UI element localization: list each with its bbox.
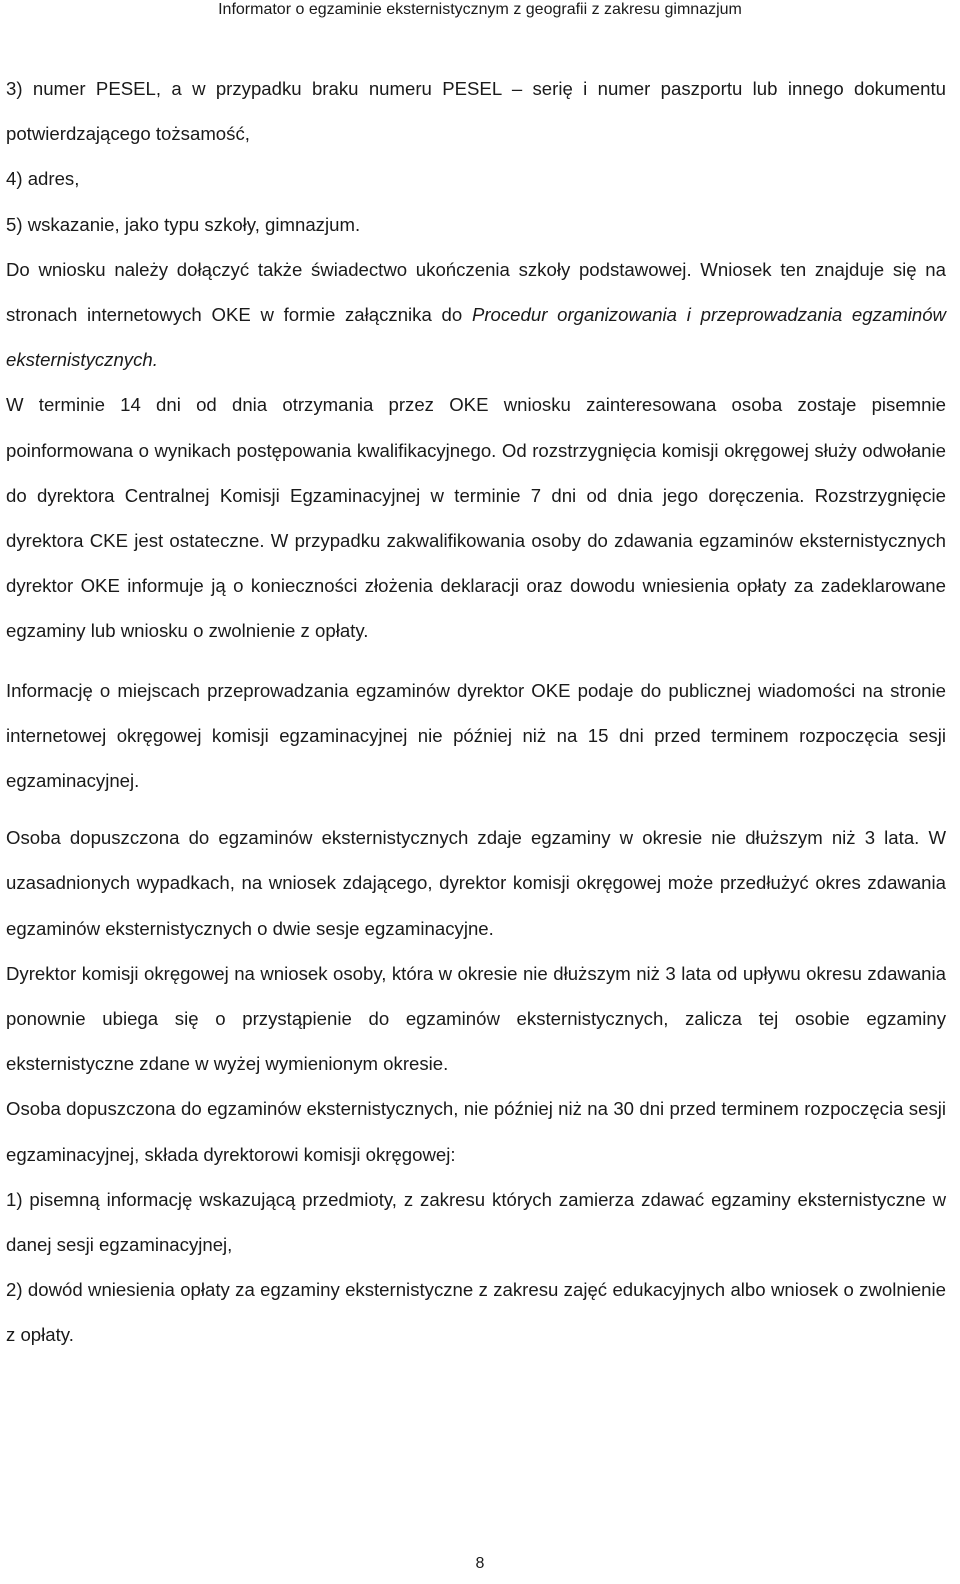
list-item-school-type: 5) wskazanie, jako typu szkoły, gimnazjum. (6, 213, 361, 235)
procedure-title: Procedur organizowania i przeprowadzania egzaminów eksternistycznych. (6, 304, 946, 371)
list-item-written-info: 1) pisemną informację wskazującą przedmioty, z zakresu których zamierza zdawać egzaminy eksternistyczne w danej sesji egzaminacyjnej, (6, 1188, 946, 1256)
paragraph-attachment-text: Do wniosku należy dołączyć także świadectwo ukończenia szkoły podstawowej. Wniosek ten znajduje się na stronach internetowych OKE w formie załącznika do (6, 258, 946, 326)
paragraph-qualification: W terminie 14 dni od dnia otrzymania przez OKE wniosku zainteresowana osoba zostaje pisemnie poinformowana o wynikach postępowania kwalifikacyjnego. Od rozstrzygnięcia komisji okręgowej służy odwołanie do dyrektora Centralnej Komisji Egzaminacyjnej w terminie 7 dni od dnia jego doręczenia. Rozstrzygnięcie dyrektora CKE jest ostateczne. W przypadku zakwalifikowania osoby do zdawania egzaminów eksternistycznych dyrektor OKE informuje ją o konieczności złożenia deklaracji oraz dowodu wniesienia opłaty za zadeklarowane egzaminy lub wniosku o zwolnienie z opłaty. (6, 394, 946, 642)
paragraph-submission: Osoba dopuszczona do egzaminów eksternistycznych, nie później niż na 30 dni przed terminem rozpoczęcia sesji egzaminacyjnej, składa dyrektorowi komisji okręgowej: (6, 1098, 946, 1165)
paragraph-prior-exams: Dyrektor komisji okręgowej na wniosek osoby, która w okresie nie dłuższym niż 3 lata od upływu okresu zdawania ponownie ubiega się o przystąpienie do egzaminów eksternistycznych, zalicza tej osobie egzaminy eksternistyczne zdane w wyżej wymienionym okresie. (6, 962, 946, 1075)
page-header (0, 0, 960, 20)
paragraph-attachment (6, 247, 946, 383)
paragraph-exam-locations: Informację o miejscach przeprowadzania egzaminów dyrektor OKE podaje do publicznej wiadomości na stronie internetowej okręgowej komisji egzaminacyjnej nie później niż na 15 dni przed terminem rozpoczęcia sesji egzaminacyjnej. (6, 679, 946, 792)
paragraph-exam-period: Osoba dopuszczona do egzaminów eksternistycznych zdaje egzaminy w okresie nie dłuższym niż 3 lata. W uzasadnionych wypadkach, na wniosek zdającego, dyrektor komisji okręgowej może przedłużyć okres zdawania egzaminów eksternistycznych o dwie sesje egzaminacyjne. (6, 827, 946, 939)
page-number: 8 (475, 1555, 485, 1572)
list-item-address: 4) adres, (6, 168, 80, 190)
page-footer (0, 1554, 960, 1574)
list-item-fee-proof: 2) dowód wniesienia opłaty za egzaminy eksternistyczne z zakresu zajęć edukacyjnych albo wniosek o zwolnienie z opłaty. (6, 1279, 946, 1346)
document-body (6, 66, 946, 1358)
list-item-pesel: 3) numer PESEL, a w przypadku braku numeru PESEL – serię i numer paszportu lub innego dokumentu potwierdzającego tożsamość, (6, 78, 946, 145)
header-title: Informator o egzaminie eksternistycznym z geografii z zakresu gimnazjum (218, 1, 742, 18)
